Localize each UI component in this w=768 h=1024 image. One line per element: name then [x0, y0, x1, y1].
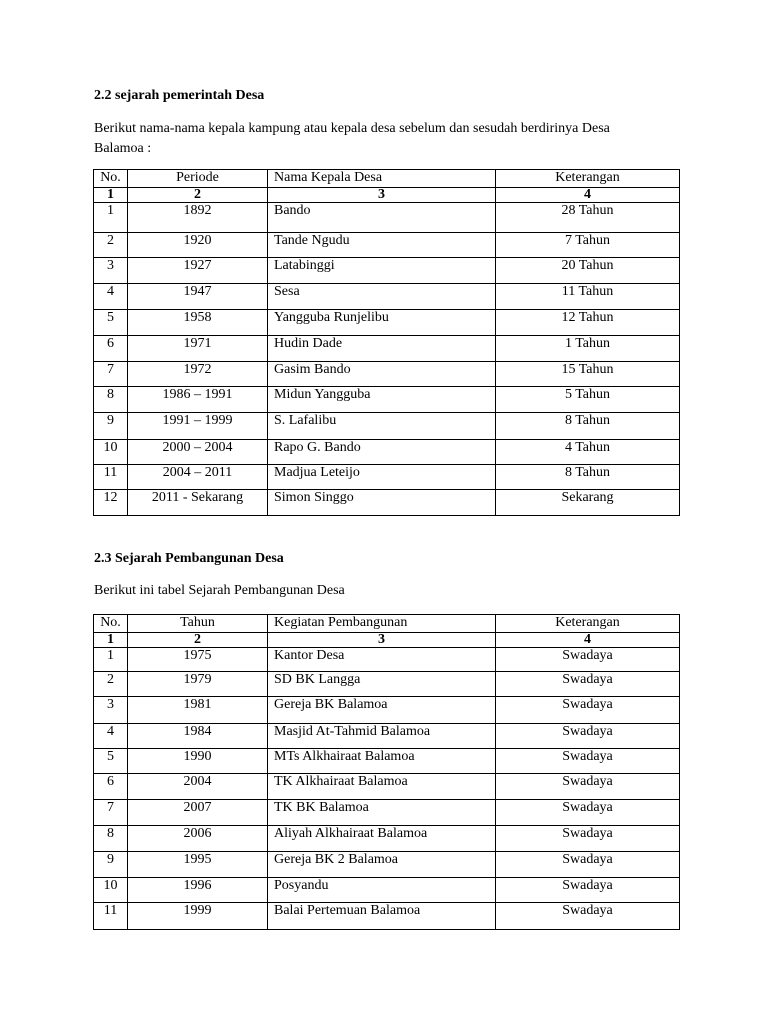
cell-col2: 1990 — [128, 749, 268, 774]
cell-keterangan: Swadaya — [496, 672, 680, 697]
cell-keterangan: 12 Tahun — [496, 310, 680, 336]
cell-no: 1 — [94, 633, 128, 648]
cell-col2: 1920 — [128, 233, 268, 258]
table-row — [94, 465, 680, 490]
kepala-desa-table — [93, 169, 680, 516]
cell-col3: Gereja BK Balamoa — [268, 697, 496, 724]
table-row — [94, 903, 680, 930]
cell-keterangan: Sekarang — [496, 490, 680, 516]
table-row — [94, 724, 680, 749]
cell-col2: 1986 – 1991 — [128, 387, 268, 413]
cell-no: 7 — [94, 800, 128, 826]
cell-col3: Sesa — [268, 284, 496, 310]
table-row — [94, 284, 680, 310]
cell-keterangan: 4 — [496, 633, 680, 648]
cell-col3: Latabinggi — [268, 258, 496, 284]
cell-col3: Aliyah Alkhairaat Balamoa — [268, 826, 496, 852]
cell-col3: Posyandu — [268, 878, 496, 903]
cell-col3: Hudin Dade — [268, 336, 496, 362]
cell-col2: 1947 — [128, 284, 268, 310]
table-row — [94, 233, 680, 258]
pembangunan-table — [93, 614, 680, 930]
table-row — [94, 852, 680, 878]
cell-no: No. — [94, 170, 128, 188]
table-number-row — [94, 188, 680, 203]
cell-col2: 1971 — [128, 336, 268, 362]
cell-col3: Gasim Bando — [268, 362, 496, 387]
cell-keterangan: 1 Tahun — [496, 336, 680, 362]
table-row — [94, 800, 680, 826]
table-row — [94, 672, 680, 697]
intro-line-1: Berikut nama-nama kepala kampung atau kepala desa sebelum dan sesudah berdirinya Desa — [94, 121, 610, 136]
cell-no: 9 — [94, 413, 128, 440]
cell-col3: Kantor Desa — [268, 648, 496, 672]
cell-no: 4 — [94, 284, 128, 310]
cell-keterangan: 20 Tahun — [496, 258, 680, 284]
cell-no: 12 — [94, 490, 128, 516]
cell-no: 1 — [94, 188, 128, 203]
cell-col3: Masjid At-Tahmid Balamoa — [268, 724, 496, 749]
table-row — [94, 878, 680, 903]
table-header-row — [94, 170, 680, 188]
intro-line-2: Balamoa : — [94, 141, 152, 156]
cell-col3: Tande Ngudu — [268, 233, 496, 258]
cell-keterangan: 8 Tahun — [496, 465, 680, 490]
cell-col2: 2007 — [128, 800, 268, 826]
table-row — [94, 826, 680, 852]
cell-keterangan: 7 Tahun — [496, 233, 680, 258]
cell-no: 5 — [94, 749, 128, 774]
cell-col2: 2004 — [128, 774, 268, 800]
cell-no: 9 — [94, 852, 128, 878]
cell-col3: Yangguba Runjelibu — [268, 310, 496, 336]
cell-col2: 1984 — [128, 724, 268, 749]
cell-keterangan: 15 Tahun — [496, 362, 680, 387]
cell-col2: 2006 — [128, 826, 268, 852]
cell-col2: 1995 — [128, 852, 268, 878]
table-row — [94, 387, 680, 413]
cell-col2: 2004 – 2011 — [128, 465, 268, 490]
table-number-row — [94, 633, 680, 648]
cell-col2: Tahun — [128, 615, 268, 633]
cell-keterangan: Swadaya — [496, 878, 680, 903]
section-heading-pembangunan: 2.3 Sejarah Pembangunan Desa — [94, 551, 284, 566]
cell-col2: 1979 — [128, 672, 268, 697]
cell-no: 4 — [94, 724, 128, 749]
cell-keterangan: Swadaya — [496, 697, 680, 724]
table-row — [94, 440, 680, 465]
cell-col3: Rapo G. Bando — [268, 440, 496, 465]
cell-col2: 2 — [128, 633, 268, 648]
cell-no: 1 — [94, 648, 128, 672]
section-intro-pemerintah — [94, 119, 684, 159]
cell-keterangan: Keterangan — [496, 170, 680, 188]
cell-keterangan: Keterangan — [496, 615, 680, 633]
cell-keterangan: Swadaya — [496, 826, 680, 852]
cell-col3: SD BK Langga — [268, 672, 496, 697]
cell-keterangan: 11 Tahun — [496, 284, 680, 310]
table-row — [94, 413, 680, 440]
cell-col2: 1972 — [128, 362, 268, 387]
cell-no: 10 — [94, 878, 128, 903]
cell-no: 8 — [94, 387, 128, 413]
cell-col3: 3 — [268, 633, 496, 648]
cell-col3: Gereja BK 2 Balamoa — [268, 852, 496, 878]
cell-no: 7 — [94, 362, 128, 387]
cell-col3: Simon Singgo — [268, 490, 496, 516]
table-row — [94, 258, 680, 284]
table-row — [94, 362, 680, 387]
table-row — [94, 490, 680, 516]
cell-keterangan: Swadaya — [496, 800, 680, 826]
cell-keterangan: 4 Tahun — [496, 440, 680, 465]
cell-no: 5 — [94, 310, 128, 336]
intro-line-1: Berikut ini tabel Sejarah Pembangunan Desa — [94, 583, 345, 598]
cell-col2: 1996 — [128, 878, 268, 903]
cell-keterangan: Swadaya — [496, 724, 680, 749]
cell-keterangan: Swadaya — [496, 903, 680, 930]
cell-no: 3 — [94, 258, 128, 284]
cell-no: 10 — [94, 440, 128, 465]
cell-col2: Periode — [128, 170, 268, 188]
cell-col3: 3 — [268, 188, 496, 203]
table-row — [94, 310, 680, 336]
cell-col3: TK Alkhairaat Balamoa — [268, 774, 496, 800]
cell-col2: 2 — [128, 188, 268, 203]
cell-col3: Nama Kepala Desa — [268, 170, 496, 188]
cell-col2: 1927 — [128, 258, 268, 284]
section-heading-pemerintah: 2.2 sejarah pemerintah Desa — [94, 88, 265, 103]
cell-col2: 1981 — [128, 697, 268, 724]
section-intro-pembangunan — [94, 581, 684, 601]
cell-keterangan: Swadaya — [496, 774, 680, 800]
cell-no: No. — [94, 615, 128, 633]
cell-no: 3 — [94, 697, 128, 724]
table-row — [94, 336, 680, 362]
cell-no: 8 — [94, 826, 128, 852]
cell-keterangan: Swadaya — [496, 648, 680, 672]
cell-col3: Madjua Leteijo — [268, 465, 496, 490]
cell-keterangan: Swadaya — [496, 852, 680, 878]
table-header-row — [94, 615, 680, 633]
cell-col3: TK BK Balamoa — [268, 800, 496, 826]
cell-col2: 2000 – 2004 — [128, 440, 268, 465]
cell-col3: Balai Pertemuan Balamoa — [268, 903, 496, 930]
cell-no: 6 — [94, 774, 128, 800]
cell-keterangan: 5 Tahun — [496, 387, 680, 413]
cell-keterangan: Swadaya — [496, 749, 680, 774]
cell-col2: 1999 — [128, 903, 268, 930]
cell-col3: Midun Yangguba — [268, 387, 496, 413]
cell-col3: Kegiatan Pembangunan — [268, 615, 496, 633]
cell-col3: MTs Alkhairaat Balamoa — [268, 749, 496, 774]
cell-col2: 2011 - Sekarang — [128, 490, 268, 516]
cell-col2: 1991 – 1999 — [128, 413, 268, 440]
table-row — [94, 774, 680, 800]
cell-no: 1 — [94, 203, 128, 233]
cell-no: 11 — [94, 465, 128, 490]
table-row — [94, 697, 680, 724]
table-row — [94, 203, 680, 233]
cell-no: 11 — [94, 903, 128, 930]
cell-keterangan: 8 Tahun — [496, 413, 680, 440]
cell-col2: 1975 — [128, 648, 268, 672]
cell-col3: Bando — [268, 203, 496, 233]
table-row — [94, 749, 680, 774]
cell-no: 6 — [94, 336, 128, 362]
cell-col2: 1958 — [128, 310, 268, 336]
cell-no: 2 — [94, 672, 128, 697]
cell-keterangan: 28 Tahun — [496, 203, 680, 233]
cell-col3: S. Lafalibu — [268, 413, 496, 440]
cell-no: 2 — [94, 233, 128, 258]
cell-col2: 1892 — [128, 203, 268, 233]
cell-keterangan: 4 — [496, 188, 680, 203]
table-row — [94, 648, 680, 672]
